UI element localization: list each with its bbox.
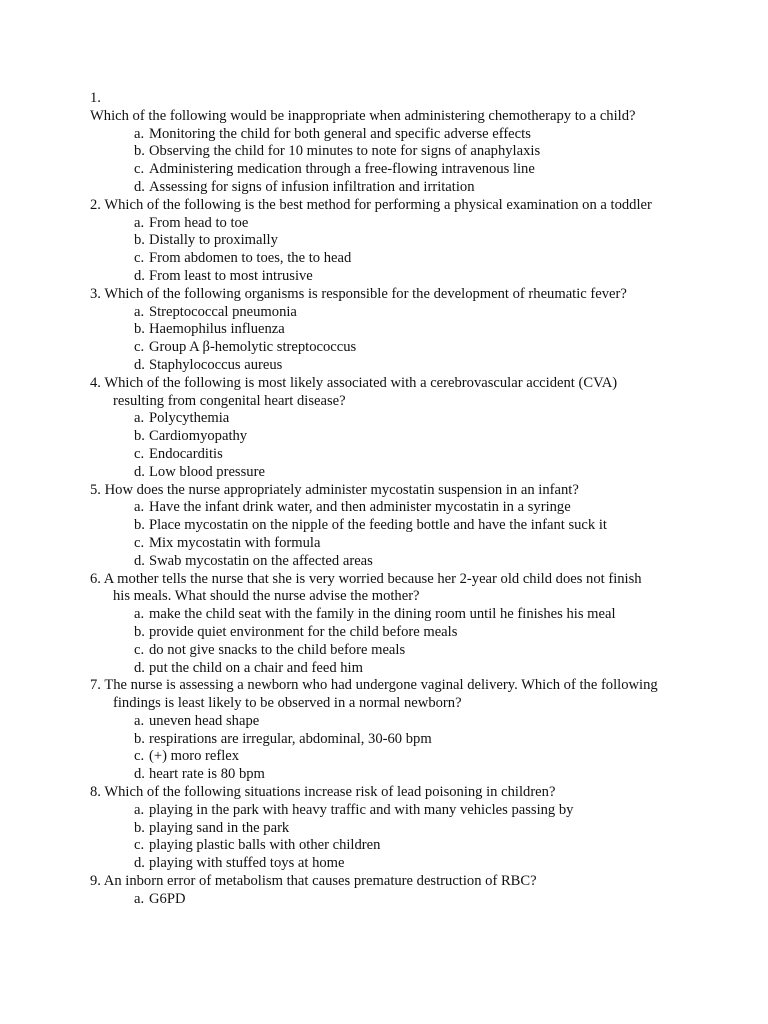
option-text: Endocarditis bbox=[149, 445, 223, 462]
question-stem: The nurse is assessing a newborn who had undergone vaginal delivery. Which of the following bbox=[104, 677, 658, 694]
option-letter: a. bbox=[134, 214, 145, 231]
option-text: From head to toe bbox=[149, 214, 249, 231]
option-text: Group A β-hemolytic streptococcus bbox=[149, 339, 357, 356]
answer-option bbox=[90, 161, 730, 179]
option-text: Place mycostatin on the nipple of the feeding bottle and have the infant suck it bbox=[149, 517, 607, 534]
option-text: respirations are irregular, abdominal, 30-60 bpm bbox=[149, 730, 432, 747]
question-block bbox=[90, 90, 730, 197]
answer-option bbox=[90, 855, 730, 873]
question-text bbox=[90, 571, 730, 589]
option-text: put the child on a chair and feed him bbox=[149, 659, 363, 676]
option-text: Staphylococcus aureus bbox=[149, 356, 283, 373]
option-text: From least to most intrusive bbox=[149, 267, 313, 284]
answer-option bbox=[90, 748, 730, 766]
option-letter: a. bbox=[134, 499, 145, 516]
question-text-continuation: resulting from congenital heart disease? bbox=[113, 392, 346, 409]
question-block bbox=[90, 784, 730, 873]
answer-option bbox=[90, 820, 730, 838]
option-letter: a. bbox=[134, 606, 145, 623]
option-text: Polycythemia bbox=[149, 410, 230, 427]
option-letter: c. bbox=[134, 837, 145, 854]
option-letter: a. bbox=[134, 303, 145, 320]
option-text: Observing the child for 10 minutes to note for signs of anaphylaxis bbox=[149, 143, 541, 160]
option-letter: d. bbox=[134, 766, 145, 783]
question-text bbox=[90, 873, 730, 891]
option-text: (+) moro reflex bbox=[149, 748, 240, 765]
answer-option bbox=[90, 304, 730, 322]
question-number: 2. bbox=[90, 196, 101, 213]
question-text bbox=[90, 482, 730, 500]
option-text: uneven head shape bbox=[149, 712, 260, 729]
option-letter: c. bbox=[134, 748, 145, 765]
question-number: 4. bbox=[90, 374, 101, 391]
answer-option bbox=[90, 250, 730, 268]
answer-option bbox=[90, 232, 730, 250]
answer-option bbox=[90, 624, 730, 642]
option-letter: c. bbox=[134, 250, 145, 267]
option-letter: a. bbox=[134, 801, 145, 818]
answer-option bbox=[90, 321, 730, 339]
answer-option bbox=[90, 606, 730, 624]
option-letter: a. bbox=[134, 410, 145, 427]
question-number: 9. bbox=[90, 873, 101, 890]
option-letter: d. bbox=[134, 178, 145, 195]
answer-option bbox=[90, 464, 730, 482]
question-block bbox=[90, 677, 730, 784]
option-letter: c. bbox=[134, 641, 145, 658]
question-text bbox=[90, 286, 730, 304]
answer-option bbox=[90, 499, 730, 517]
question-block bbox=[90, 571, 730, 678]
question-number: 8. bbox=[90, 784, 101, 801]
option-letter: b. bbox=[134, 321, 145, 338]
option-text: provide quiet environment for the child before meals bbox=[149, 623, 458, 640]
option-letter: c. bbox=[134, 161, 145, 178]
question-text bbox=[90, 677, 730, 695]
answer-option bbox=[90, 837, 730, 855]
option-text: playing in the park with heavy traffic and with many vehicles passing by bbox=[149, 801, 574, 818]
option-letter: b. bbox=[134, 232, 145, 249]
answer-option bbox=[90, 357, 730, 375]
option-letter: a. bbox=[134, 712, 145, 729]
question-stem: A mother tells the nurse that she is very worried because her 2-year old child does not finish bbox=[103, 570, 642, 587]
question-block bbox=[90, 197, 730, 286]
option-letter: d. bbox=[134, 267, 145, 284]
question-text-continuation: his meals. What should the nurse advise the mother? bbox=[113, 588, 420, 605]
question-stem: Which of the following is most likely associated with a cerebrovascular accident (CVA) bbox=[104, 374, 618, 391]
answer-option bbox=[90, 179, 730, 197]
option-text: Swab mycostatin on the affected areas bbox=[149, 552, 373, 569]
option-letter: b. bbox=[134, 730, 145, 747]
option-letter: a. bbox=[134, 890, 145, 907]
option-text: G6PD bbox=[149, 890, 186, 907]
option-letter: d. bbox=[134, 356, 145, 373]
answer-option bbox=[90, 410, 730, 428]
question-number: 5. bbox=[90, 481, 101, 498]
option-text: From abdomen to toes, the to head bbox=[149, 250, 352, 267]
answer-option bbox=[90, 428, 730, 446]
question-number: 7. bbox=[90, 677, 101, 694]
question-text-continuation: findings is least likely to be observed in a normal newborn? bbox=[113, 695, 462, 712]
option-letter: b. bbox=[134, 428, 145, 445]
option-text: Have the infant drink water, and then administer mycostatin in a syringe bbox=[149, 499, 571, 516]
option-text: Streptococcal pneumonia bbox=[149, 303, 297, 320]
answer-option bbox=[90, 339, 730, 357]
question-stem: Which of the following is the best method for performing a physical examination on a toddler bbox=[104, 196, 652, 213]
question-text bbox=[90, 197, 730, 215]
answer-option bbox=[90, 660, 730, 678]
answer-option bbox=[90, 535, 730, 553]
question-stem: An inborn error of metabolism that causes premature destruction of RBC? bbox=[103, 873, 537, 890]
option-letter: a. bbox=[134, 125, 145, 142]
question-text bbox=[90, 375, 730, 393]
answer-option bbox=[90, 446, 730, 464]
option-text: Cardiomyopathy bbox=[149, 428, 248, 445]
answer-option bbox=[90, 713, 730, 731]
option-letter: c. bbox=[134, 339, 145, 356]
answer-option bbox=[90, 731, 730, 749]
answer-option bbox=[90, 143, 730, 161]
option-letter: d. bbox=[134, 463, 145, 480]
answer-option bbox=[90, 802, 730, 820]
option-text: Distally to proximally bbox=[149, 232, 278, 249]
option-letter: b. bbox=[134, 517, 145, 534]
option-text: Assessing for signs of infusion infiltration and irritation bbox=[149, 178, 475, 195]
answer-option bbox=[90, 766, 730, 784]
option-text: make the child seat with the family in the dining room until he finishes his meal bbox=[149, 606, 616, 623]
option-letter: d. bbox=[134, 855, 145, 872]
question-block bbox=[90, 873, 730, 909]
option-letter: b. bbox=[134, 623, 145, 640]
option-letter: d. bbox=[134, 659, 145, 676]
option-text: Low blood pressure bbox=[149, 463, 265, 480]
question-text: Which of the following would be inappropriate when administering chemotherapy to a child? bbox=[90, 107, 636, 124]
question-stem: How does the nurse appropriately administer mycostatin suspension in an infant? bbox=[104, 481, 579, 498]
question-number: 3. bbox=[90, 285, 101, 302]
option-text: Haemophilus influenza bbox=[149, 321, 285, 338]
answer-option bbox=[90, 126, 730, 144]
option-letter: d. bbox=[134, 552, 145, 569]
question-stem: Which of the following situations increase risk of lead poisoning in children? bbox=[104, 784, 556, 801]
answer-option bbox=[90, 553, 730, 571]
option-letter: b. bbox=[134, 819, 145, 836]
question-number: 1. bbox=[90, 90, 101, 106]
answer-option bbox=[90, 517, 730, 535]
question-block bbox=[90, 482, 730, 571]
option-text: playing with stuffed toys at home bbox=[149, 855, 345, 872]
option-text: playing sand in the park bbox=[149, 819, 290, 836]
document-body bbox=[90, 90, 730, 909]
question-stem: Which of the following organisms is responsible for the development of rheumatic fever? bbox=[104, 285, 627, 302]
option-text: playing plastic balls with other children bbox=[149, 837, 381, 854]
option-text: Monitoring the child for both general and specific adverse effects bbox=[149, 125, 531, 142]
question-text bbox=[90, 784, 730, 802]
question-block bbox=[90, 286, 730, 375]
question-number: 6. bbox=[90, 570, 101, 587]
answer-option bbox=[90, 268, 730, 286]
answer-option bbox=[90, 891, 730, 909]
option-letter: c. bbox=[134, 445, 145, 462]
answer-option bbox=[90, 642, 730, 660]
option-text: do not give snacks to the child before meals bbox=[149, 641, 406, 658]
answer-option bbox=[90, 215, 730, 233]
option-letter: b. bbox=[134, 143, 145, 160]
option-text: Administering medication through a free-flowing intravenous line bbox=[149, 161, 535, 178]
question-block bbox=[90, 375, 730, 482]
option-text: Mix mycostatin with formula bbox=[149, 534, 321, 551]
option-letter: c. bbox=[134, 534, 145, 551]
option-text: heart rate is 80 bpm bbox=[149, 766, 265, 783]
